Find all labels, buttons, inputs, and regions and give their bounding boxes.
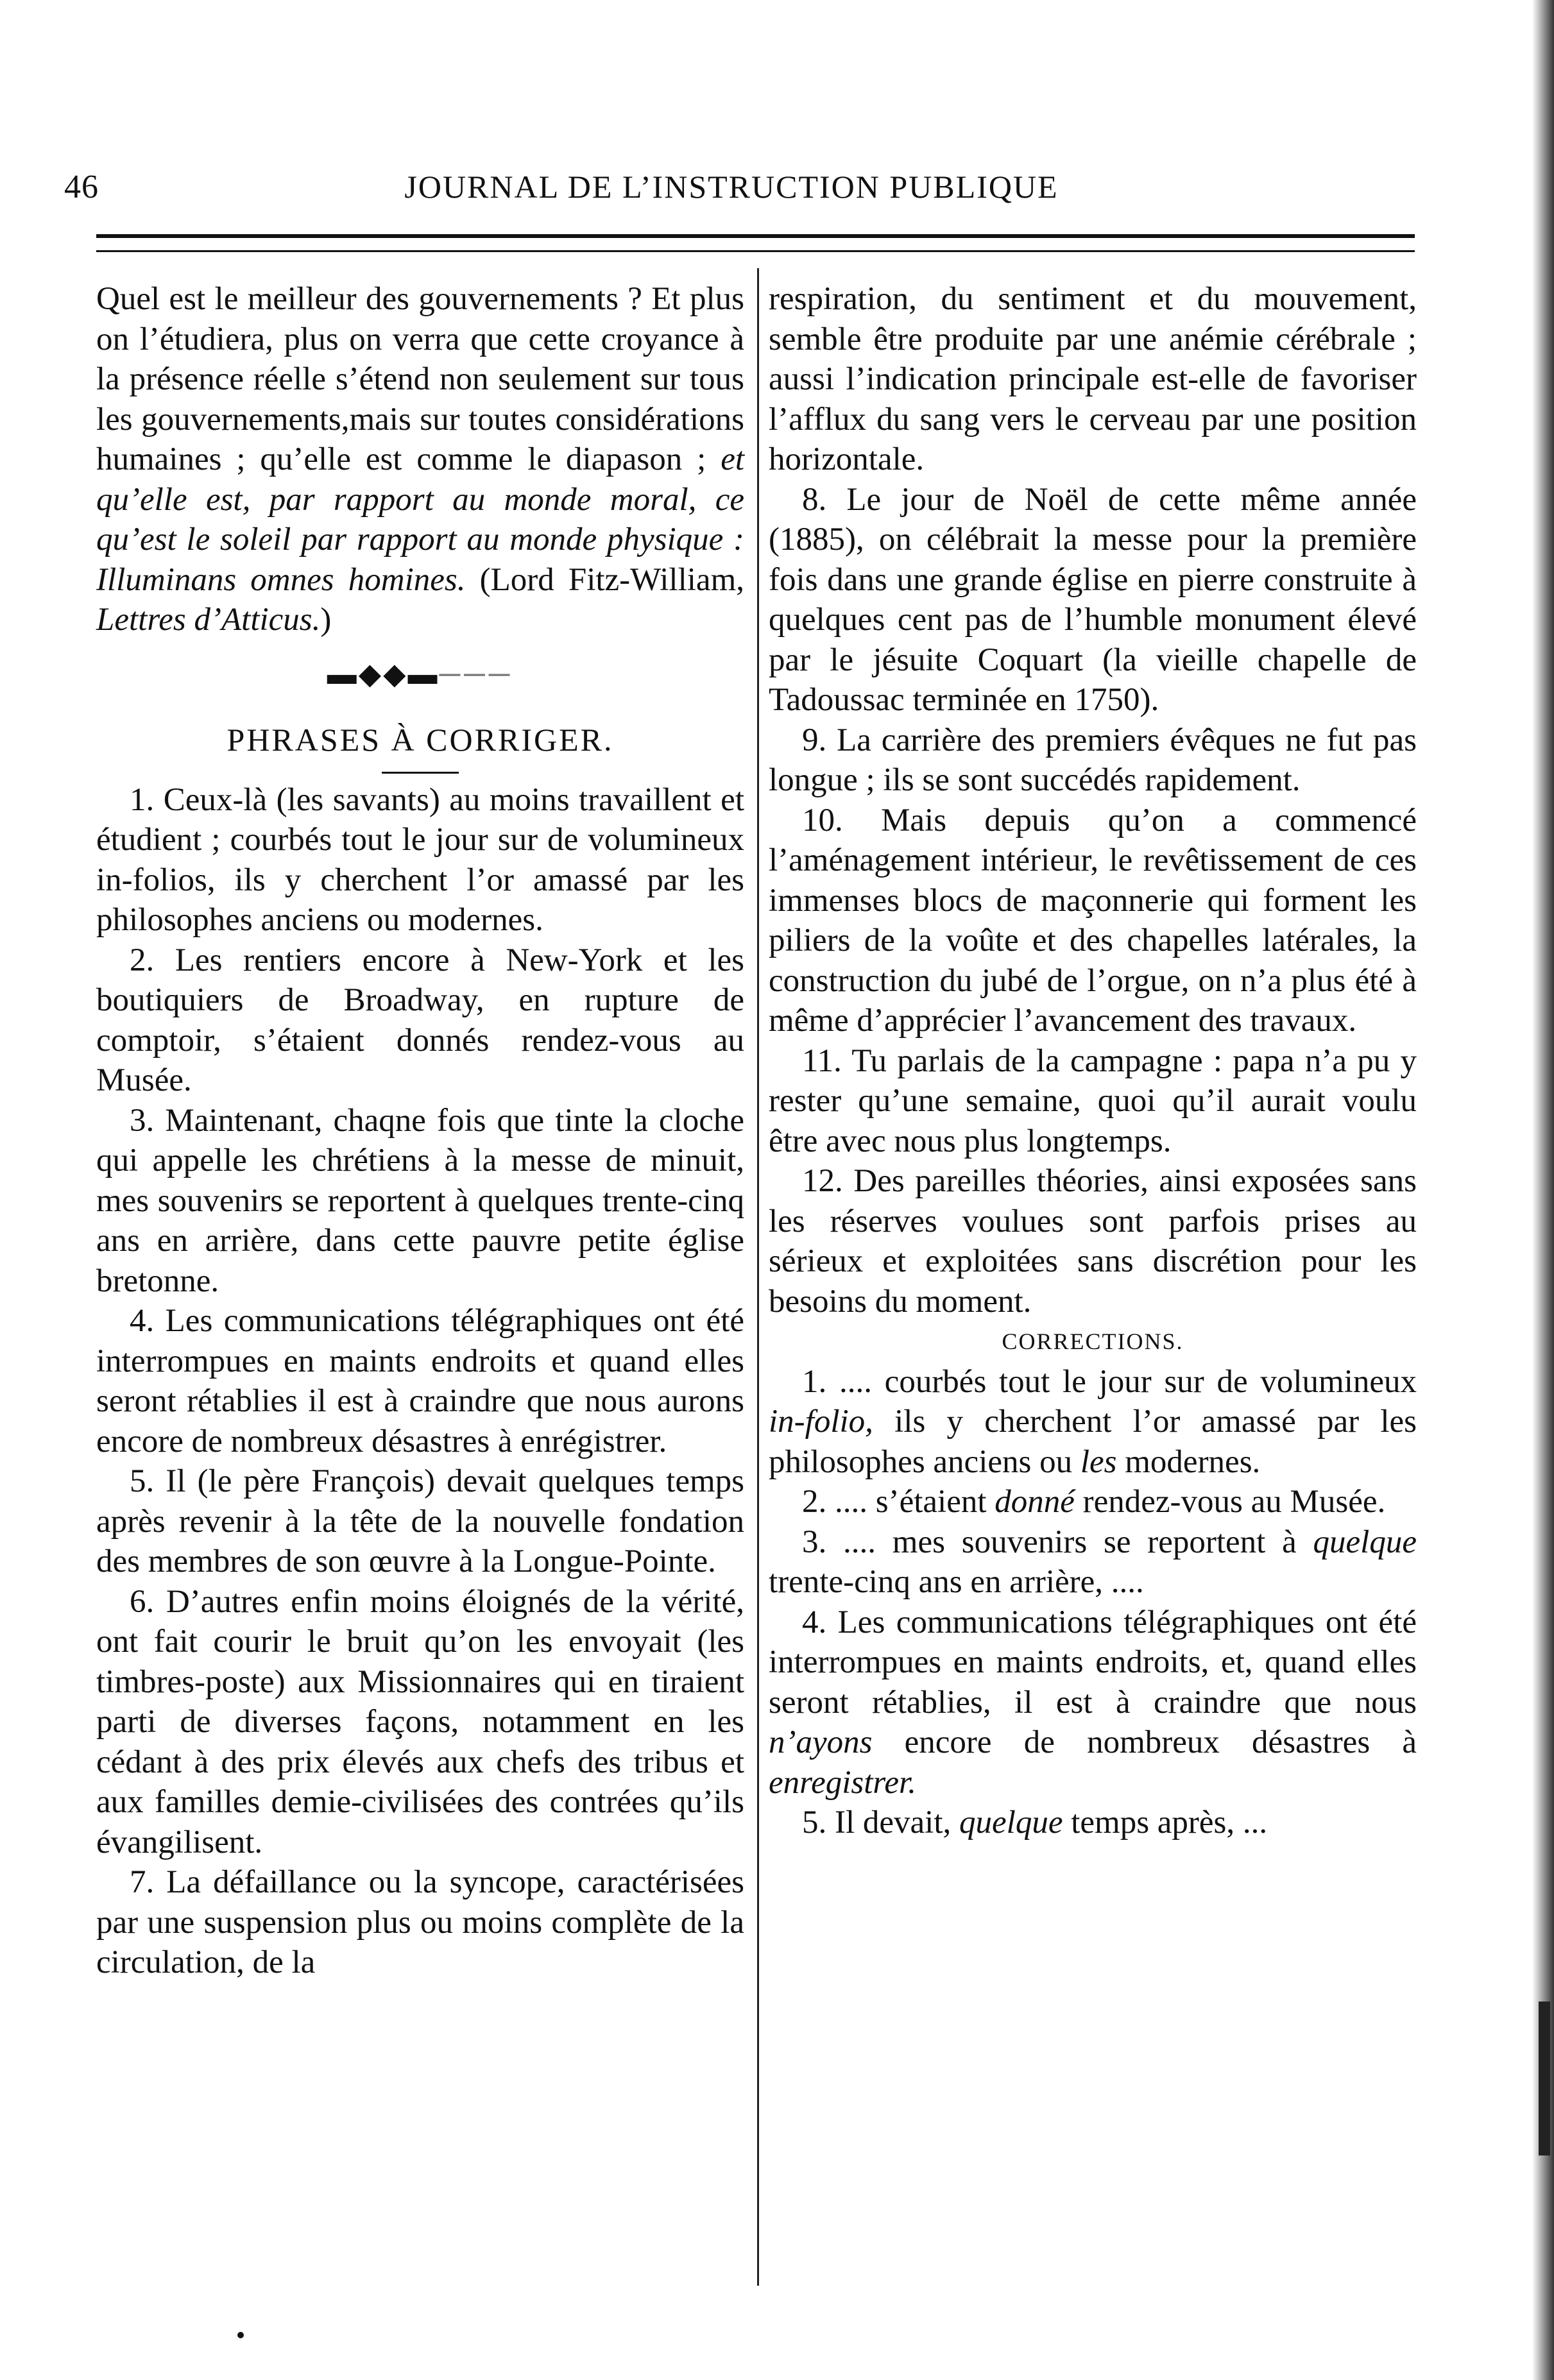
intro-text: Quel est le meilleur des gouvernements ? Et plus on l’étudiera, plus on verra que cette croyance à la présence réelle s’étend non seulement sur tous les gouvernements,mais sur toutes considérations humaines ; qu’elle est comme le diapason ; bbox=[96, 281, 744, 477]
exercise-item: 7. La défaillance ou la syncope, caractérisées par une suspension plus ou moins complète de la circulation, de la bbox=[96, 1864, 744, 1980]
corrections-title: CORRECTIONS. bbox=[1002, 1329, 1184, 1354]
correction-item bbox=[769, 1522, 1417, 1602]
correction-text: 3. .... mes souvenirs se reportent à bbox=[802, 1524, 1313, 1560]
ornament-divider: ▬◆◆▬─── bbox=[327, 657, 514, 690]
exercise-item: 1. Ceux-là (les savants) au moins travaillent et étudient ; courbés tout le jour sur de volumineux in-folios, ils y cherchent l’or amassé par les philosophes anciens ou modernes. bbox=[96, 781, 744, 938]
running-title: JOURNAL DE L’INSTRUCTION PUBLIQUE bbox=[404, 169, 1059, 205]
exercise-item: 9. La carrière des premiers évêques ne fut pas longue ; ils se sont succédés rapidement. bbox=[769, 722, 1417, 798]
intro-italic-text: et qu’elle est, par rapport au monde moral, ce qu’est le soleil par rapport au monde physique : Illuminans omnes homines. bbox=[96, 441, 744, 598]
header-rule-thin bbox=[96, 250, 1415, 252]
correction-text: ils y cherchent l’or amassé par les philosophes anciens ou bbox=[769, 1404, 1417, 1480]
intro-source: (Lord Fitz-William, bbox=[479, 561, 744, 598]
exercise-item: 12. Des pareilles théories, ainsi exposées sans les réserves voulues sont parfois prises au sérieux et exploitées sans discrétion pour les besoins du moment. bbox=[769, 1163, 1417, 1320]
continuation-paragraph: respiration, du sentiment et du mouvement, semble être produite par une anémie cérébrale ; aussi l’indication principale est-elle de favoriser l’afflux du sang vers le cerveau par une position horizontale. bbox=[769, 281, 1417, 477]
exercise-item: 3. Maintenant, chaqne fois que tinte la cloche qui appelle les chrétiens à la messe de minuit, mes souvenirs se reportent à quelques trente-cinq ans en arrière, dans cette pauvre petite église bretonne. bbox=[96, 1102, 744, 1299]
page-number: 46 bbox=[64, 169, 99, 205]
correction-emphasis: quelque bbox=[1313, 1524, 1417, 1560]
exercise-item: 5. Il (le père François) devait quelques temps après revenir à la tête de la nouvelle fondation des membres de son œuvre à la Longue-Pointe. bbox=[96, 1463, 744, 1579]
page-header bbox=[64, 168, 1399, 227]
section-title: PHRASES À CORRIGER. bbox=[226, 722, 614, 758]
print-speck bbox=[237, 2332, 244, 2338]
correction-text: 5. Il devait, bbox=[802, 1805, 960, 1840]
correction-emphasis: n’ayons bbox=[769, 1724, 873, 1760]
intro-paragraph bbox=[96, 279, 744, 640]
correction-emphasis: in-folio, bbox=[769, 1404, 873, 1440]
correction-text: modernes. bbox=[1116, 1443, 1261, 1480]
exercise-item: 4. Les communications télégraphiques ont été interrompues en maints endroits et quand elles seront rétablies il est à craindre que nous aurons encore de nombreux désastres à enrégistrer. bbox=[96, 1303, 744, 1459]
header-rule-thick bbox=[96, 234, 1415, 238]
correction-item bbox=[769, 1482, 1417, 1522]
correction-item bbox=[769, 1602, 1417, 1803]
exercise-item: 2. Les rentiers encore à New-York et les boutiquiers de Broadway, en rupture de comptoir, s’étaient donnés rendez-vous au Musée. bbox=[96, 942, 744, 1098]
exercise-item: 8. Le jour de Noël de cette même année (1885), on célébrait la messe pour la première fois dans une grande église en pierre construite à quelques cent pas de l’humble monument élevé par le jésuite Coquart (la vieille chapelle de Tadoussac terminée en 1750). bbox=[769, 481, 1417, 718]
correction-emphasis: enregistrer. bbox=[769, 1764, 916, 1801]
exercise-item: 6. D’autres enfin moins éloignés de la vérité, ont fait courir le bruit qu’on les envoyait (les timbres-poste) aux Missionnaires qui en tiraient parti de diverses façons, notamment en les cédant à des prix élevés aux chefs des tribus et aux familles demie-civilisées des contrées qu’ils évangilisent. bbox=[96, 1583, 744, 1860]
right-column bbox=[769, 279, 1417, 1843]
correction-emphasis: les bbox=[1080, 1443, 1117, 1480]
correction-text: 1. .... courbés tout le jour sur de volumineux bbox=[802, 1363, 1417, 1400]
correction-emphasis: quelque bbox=[959, 1805, 1063, 1840]
exercise-item: 10. Mais depuis qu’on a commencé l’aménagement intérieur, le revêtissement de ces immenses blocs de maçonnerie qui forment les piliers de la voûte et des chapelles latérales, la construction du jubé de l’orgue, on n’a plus été à même d’apprécier l’avancement des travaux. bbox=[769, 802, 1417, 1039]
correction-emphasis: donné bbox=[995, 1484, 1075, 1520]
section-rule bbox=[382, 772, 459, 774]
correction-text: temps après, ... bbox=[1063, 1805, 1268, 1840]
left-column bbox=[96, 279, 744, 1983]
correction-text: rendez-vous au Musée. bbox=[1074, 1484, 1386, 1520]
column-divider bbox=[757, 268, 759, 2286]
correction-item bbox=[769, 1803, 1417, 1843]
intro-source-close: ) bbox=[320, 602, 332, 638]
correction-text: encore de nombreux désastres à bbox=[872, 1724, 1417, 1760]
page-edge-mark bbox=[1539, 2002, 1550, 2155]
correction-text: 2. .... s’étaient bbox=[802, 1484, 995, 1520]
correction-item bbox=[769, 1362, 1417, 1483]
intro-source-title: Lettres d’Atticus. bbox=[96, 602, 321, 638]
correction-text: 4. Les communications télégraphiques ont été interrompues en maints endroits, et, quand elles seront rétablies, il est à craindre que nous bbox=[769, 1604, 1417, 1721]
correction-text: trente-cinq ans en arrière, .... bbox=[769, 1564, 1144, 1600]
exercise-item: 11. Tu parlais de la campagne : papa n’a pu y rester qu’une semaine, quoi qu’il aurait voulu être avec nous plus longtemps. bbox=[769, 1042, 1417, 1159]
